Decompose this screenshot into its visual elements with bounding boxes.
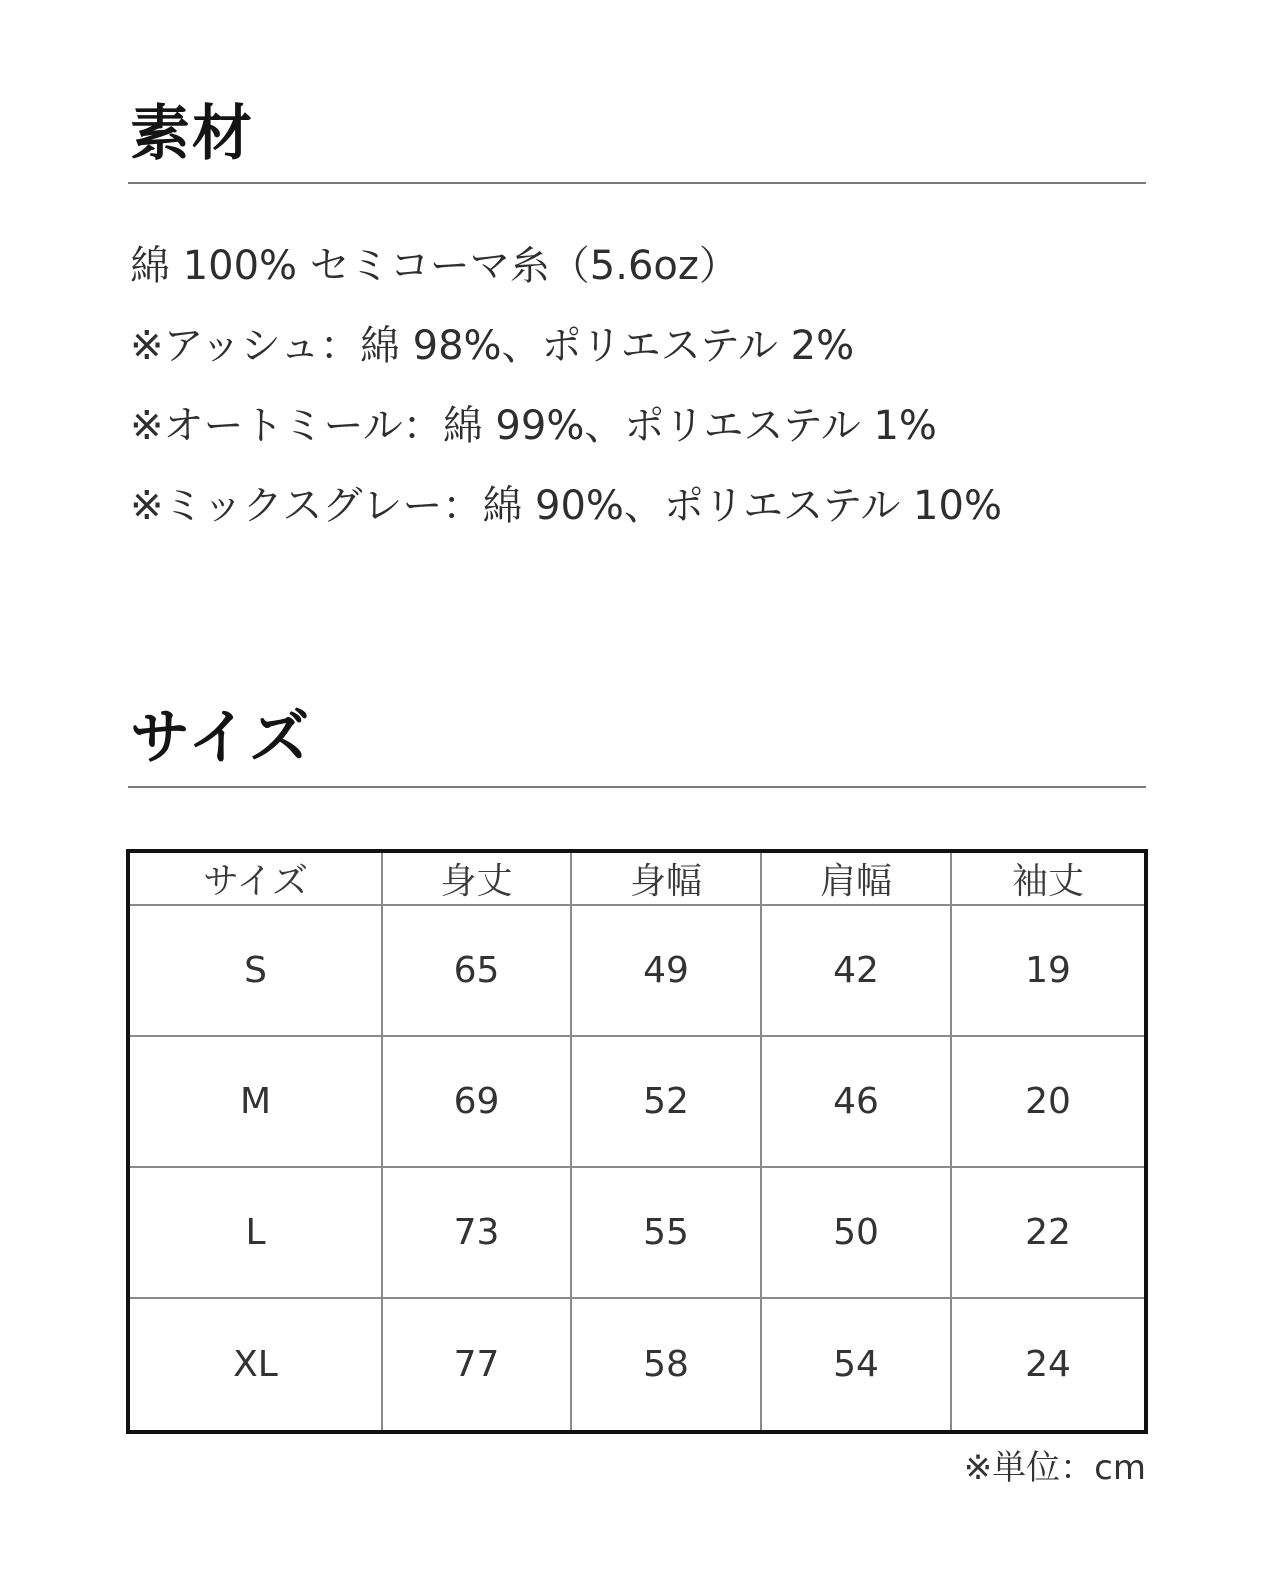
header-body-width: 身幅 <box>571 851 761 905</box>
header-body-length: 身丈 <box>382 851 571 905</box>
table-row <box>128 1298 1146 1432</box>
cell-body-length: 77 <box>382 1298 571 1432</box>
material-divider <box>128 182 1146 184</box>
cell-shoulder-width: 42 <box>761 905 951 1036</box>
cell-body-length: 65 <box>382 905 571 1036</box>
cell-sleeve-length: 20 <box>951 1036 1146 1167</box>
header-sleeve-length: 袖丈 <box>951 851 1146 905</box>
cell-shoulder-width: 50 <box>761 1167 951 1298</box>
cell-body-width: 52 <box>571 1036 761 1167</box>
cell-sleeve-length: 22 <box>951 1167 1146 1298</box>
cell-size: XL <box>128 1298 382 1432</box>
table-row <box>128 1036 1146 1167</box>
cell-body-width: 55 <box>571 1167 761 1298</box>
material-line-ash: ※アッシュ：綿 98%、ポリエステル 2% <box>130 323 855 369</box>
cell-sleeve-length: 19 <box>951 905 1146 1036</box>
material-line-main: 綿 100% セミコーマ糸（5.6oz） <box>130 243 739 289</box>
size-divider <box>128 786 1146 788</box>
material-list <box>130 226 1002 546</box>
cell-size: M <box>128 1036 382 1167</box>
size-table <box>126 849 1148 1434</box>
cell-shoulder-width: 46 <box>761 1036 951 1167</box>
header-shoulder-width: 肩幅 <box>761 851 951 905</box>
cell-body-width: 49 <box>571 905 761 1036</box>
cell-body-length: 69 <box>382 1036 571 1167</box>
cell-body-length: 73 <box>382 1167 571 1298</box>
material-heading: 素材 <box>130 99 254 169</box>
cell-shoulder-width: 54 <box>761 1298 951 1432</box>
cell-body-width: 58 <box>571 1298 761 1432</box>
cell-size: L <box>128 1167 382 1298</box>
cell-sleeve-length: 24 <box>951 1298 1146 1432</box>
table-row <box>128 1167 1146 1298</box>
table-header-row <box>128 851 1146 905</box>
size-heading: サイズ <box>130 703 312 773</box>
unit-note: ※単位：cm <box>963 1448 1146 1488</box>
material-line-mix-gray: ※ミックスグレー：綿 90%、ポリエステル 10% <box>130 483 1002 529</box>
cell-size: S <box>128 905 382 1036</box>
material-line-oatmeal: ※オートミール：綿 99%、ポリエステル 1% <box>130 403 937 449</box>
table-row <box>128 905 1146 1036</box>
header-size: サイズ <box>128 851 382 905</box>
